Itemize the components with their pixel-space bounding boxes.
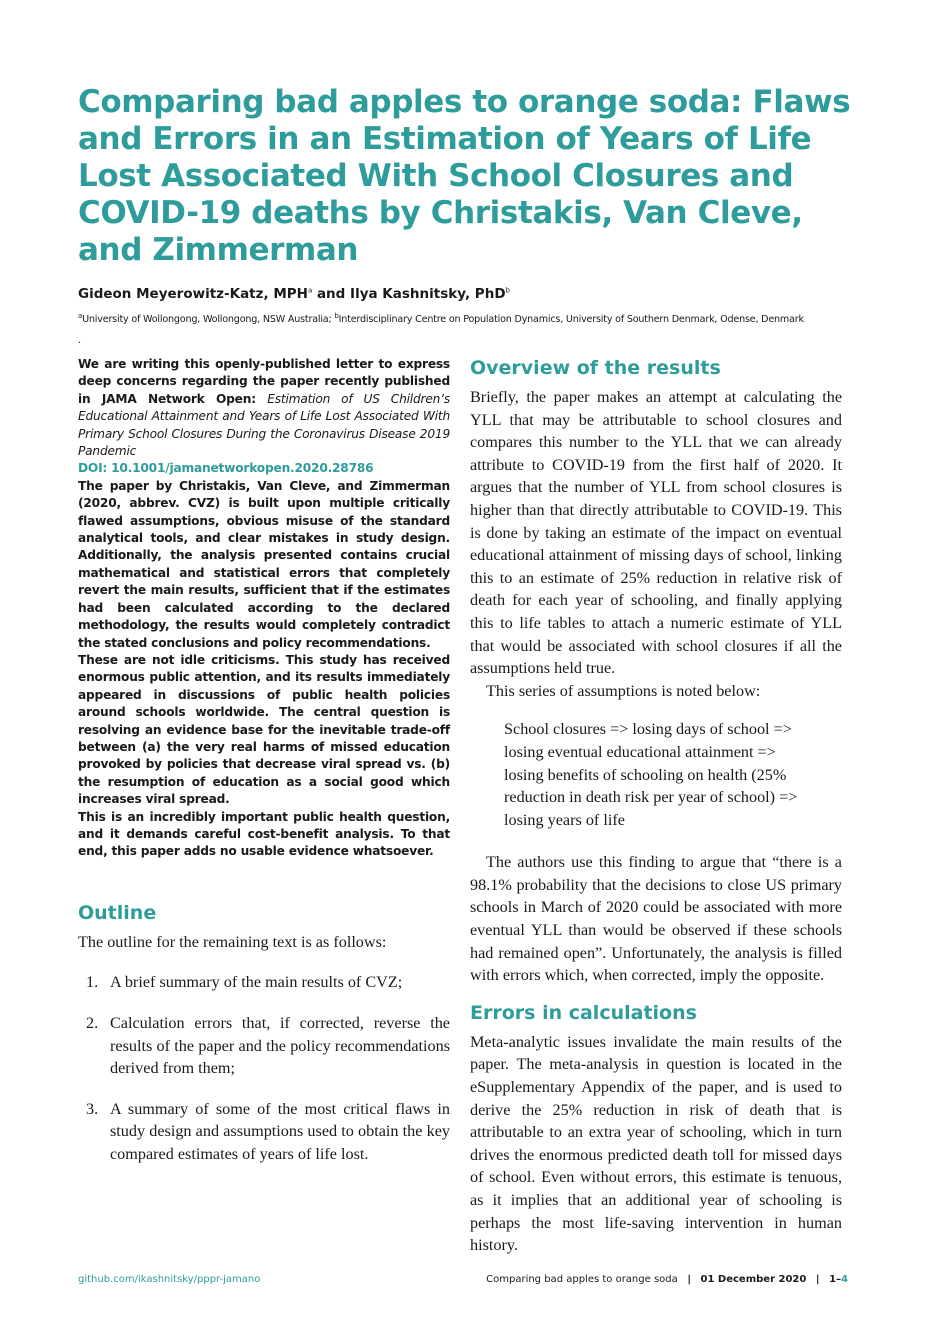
overview-heading: Overview of the results [470, 357, 721, 379]
author-name: Ilya Kashnitsky, PhD [350, 286, 506, 302]
github-link[interactable]: github.com/ikashnitsky/pppr-jamano [78, 1273, 261, 1285]
authors [78, 285, 848, 303]
list-number: 1. [86, 973, 99, 992]
affiliation-marker: a [307, 286, 313, 295]
stray-dot: . [78, 332, 81, 346]
outline-list [78, 971, 450, 1165]
page-number: 1– [829, 1273, 842, 1285]
affiliation-b: Interdisciplinary Centre on Population Dynamics, University of Southern Denmark, Odense, Denmark [338, 314, 804, 325]
body-paragraph: This series of assumptions is noted below: [486, 681, 761, 700]
page-footer [78, 1273, 848, 1287]
affiliation-marker: b [334, 311, 339, 320]
outline-intro: The outline for the remaining text is as follows: [78, 932, 387, 951]
footer-separator: | [687, 1273, 691, 1285]
affiliation-a: University of Wollongong, Wollongong, NSW Australia; [82, 314, 335, 325]
outline-heading: Outline [78, 901, 157, 924]
footer-short-title: Comparing bad apples to orange soda [486, 1273, 678, 1285]
list-item-text: A summary of some of the most critical flaws in study design and assumptions used to obtain the key compared estimates of years of life lost. [110, 1099, 450, 1163]
two-column-body [78, 356, 848, 1257]
affiliation-marker: b [505, 286, 510, 295]
body-paragraph: The authors use this finding to argue that “there is a 98.1% probability that the decisions to close US primary schools in March of 2020 could be associated with more eventual YLL than would be observed if these schools had remained open”. Unfortunately, the analysis is filled with errors which, when corrected, imply the opposite. [470, 853, 842, 985]
author-name: Gideon Meyerowitz-Katz, MPH [78, 286, 308, 302]
body-paragraph: Meta-analytic issues invalidate the main results of the paper. The meta-analysis in question is located in the eSupplementary Appendix of the paper, and is used to derive the 25% reduction in risk of death that is attributable to an extra year of schooling, which in turn drives the enormous predicted death toll for missed days of school. Even without errors, this estimate is tenuous, as it implies that an additional year of schooling is perhaps the most life-saving intervention in human history. [470, 1032, 842, 1255]
abstract-paragraph [78, 356, 450, 460]
abstract [78, 356, 450, 861]
list-item-text: Calculation errors that, if corrected, reverse the results of the paper and the policy recommendations derived from them; [110, 1013, 450, 1078]
doi-link[interactable]: DOI: 10.1001/jamanetworkopen.2020.28786 [78, 461, 374, 476]
body-paragraph: Briefly, the paper makes an attempt at calculating the YLL that may be attributable to school closures and compares this number to the YLL that we can already attribute to COVID-19 from the first half of 2020. It argues that the number of YLL from school closures is higher than that directly attributable to COVID-19. This is done by taking an estimate of the impact on eventual educational attainment of missing days of school, linking this to an estimate of 25% reduction in relative risk of death for each year of schooling, and finally applying this to life tables to attach a numeric estimate of YLL that would be associated with school closures if all the assumptions held true. [470, 388, 842, 678]
block-quote: School closures => losing days of school => losing eventual educational attainment => losing benefits of schooling on health (25% reduction in death risk per year of school) => losing years of life [504, 720, 798, 829]
list-item [78, 1098, 450, 1166]
list-number: 3. [86, 1099, 99, 1118]
outline-section [78, 901, 450, 1166]
left-column [78, 356, 450, 1257]
paper-title: Comparing bad apples to orange soda: Flaws and Errors in an Estimation of Years of Life Lost Associated With School Closures and COVID-19 deaths by Christakis, Van Cleve, and Zimmerman [78, 84, 851, 268]
footer-date: 01 December 2020 [700, 1273, 807, 1285]
list-item [78, 971, 450, 994]
list-item-text: A brief summary of the main results of CVZ; [110, 973, 403, 992]
abstract-lead: We are writing this openly-published letter to express deep concerns regarding the paper recently published in JAMA Network Open: [78, 357, 450, 406]
list-item [78, 1012, 450, 1080]
footer-separator: | [815, 1273, 820, 1285]
running-footer [486, 1273, 848, 1287]
cited-paper-title: Estimation of US Children’s Educational Attainment and Years of Life Lost Associated With Primary School Closures During the Coronavirus Disease 2019 Pandemic [78, 391, 450, 459]
affiliations [78, 313, 848, 326]
errors-heading: Errors in calculations [470, 1001, 697, 1024]
affiliation-marker: a [78, 311, 83, 320]
author-conjunction: and [312, 286, 351, 302]
page-total: 4 [841, 1273, 848, 1285]
list-number: 2. [86, 1013, 99, 1032]
right-column [470, 356, 842, 1257]
abstract-paragraph: This is an incredibly important public health question, and it demands careful cost-benefit analysis. To that end, this paper adds no usable evidence whatsoever. [78, 809, 450, 859]
abstract-paragraph: The paper by Christakis, Van Cleve, and Zimmerman (2020, abbrev. CVZ) is built upon multiple critically flawed assumptions, obvious misuse of the standard analytical tools, and clear mistakes in study design. Additionally, the analysis presented contains crucial mathematical and statistical errors that completely revert the main results, sufficient that if the estimates had been calculated according to the declared methodology, the results would completely contradict the stated conclusions and policy recommendations. [78, 478, 450, 650]
abstract-paragraph: These are not idle criticisms. This study has received enormous public attention, and its results immediately appeared in discussions of public health policies around schools worldwide. The central question is resolving an evidence base for the inevitable trade-off between (a) the very real harms of missed education provoked by policies that decrease viral spread vs. (b) the resumption of education as a social good which increases viral spread. [78, 652, 450, 807]
